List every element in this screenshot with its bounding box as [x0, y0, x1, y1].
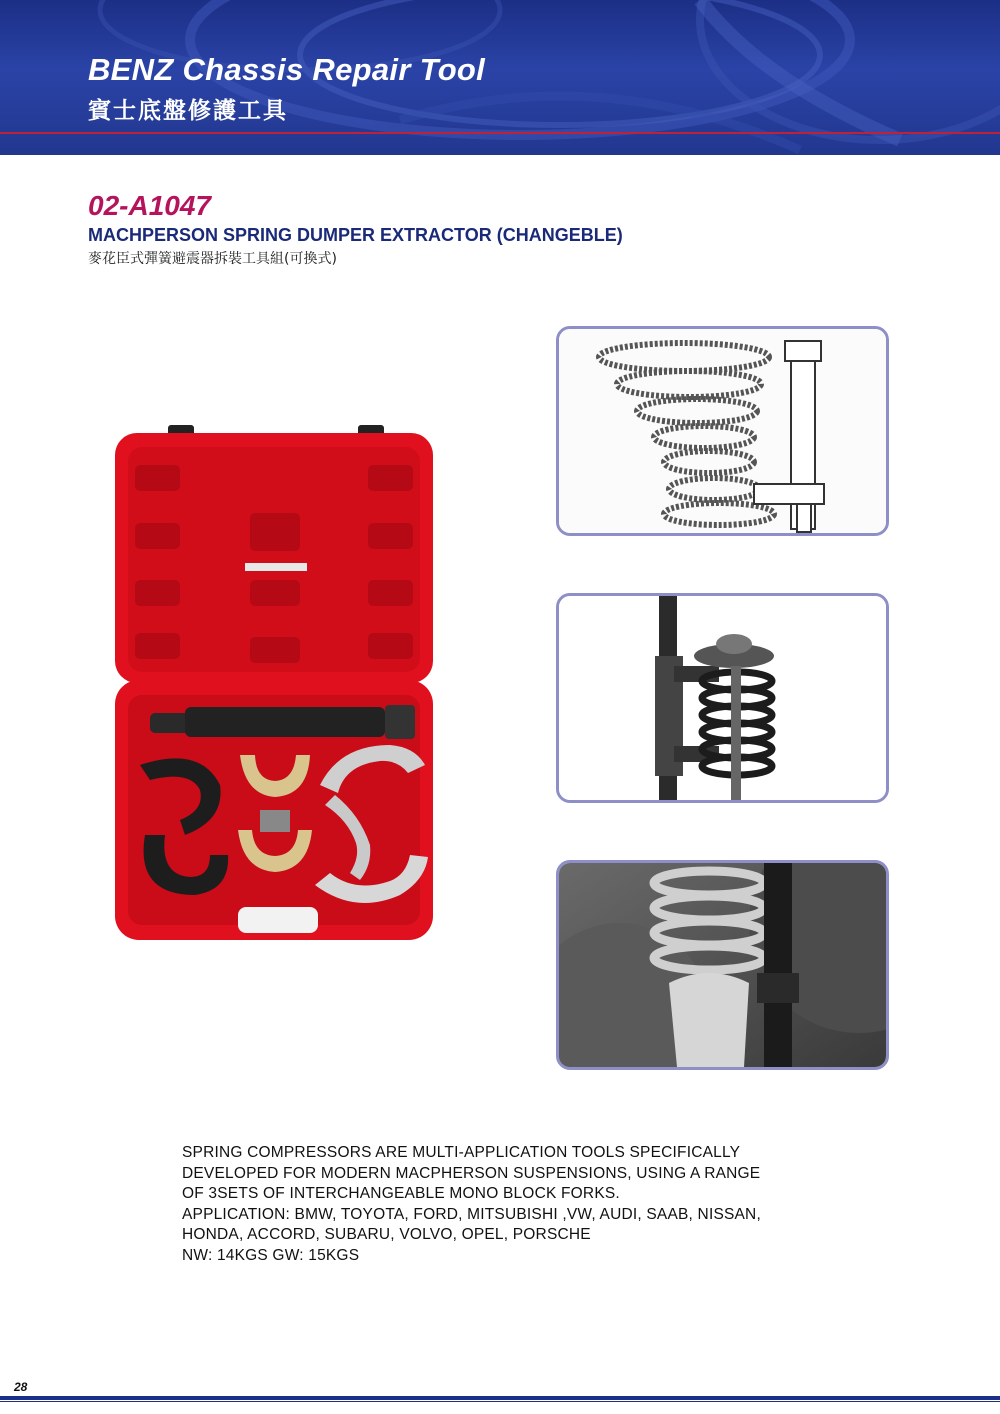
product-case-photo: [110, 425, 440, 945]
footer-divider: [0, 1396, 1000, 1400]
description-line: DEVELOPED FOR MODERN MACPHERSON SUSPENSIONS, USING A RANGE: [182, 1164, 761, 1182]
header-title: BENZ Chassis Repair Tool: [88, 52, 486, 87]
product-name-chinese: 麥花臣式彈簧避震器拆裝工具組(可換式): [88, 251, 337, 267]
usage-sketch: [556, 326, 889, 536]
usage-photo-2: [556, 860, 889, 1070]
product-name: MACHPERSON SPRING DUMPER EXTRACTOR (CHANGEBLE): [88, 225, 623, 245]
product-code: 02-A1047: [88, 190, 211, 221]
product-description: [182, 1143, 882, 1266]
description-line: SPRING COMPRESSORS ARE MULTI-APPLICATION TOOLS SPECIFICALLY: [182, 1144, 741, 1161]
description-line: NW: 14KGS GW: 15KGS: [182, 1246, 360, 1264]
footer-divider-thin: [0, 1401, 1000, 1402]
header-banner: [0, 0, 1000, 155]
usage-photo-1: [556, 593, 889, 803]
header-title-chinese: 賓士底盤修護工具: [88, 98, 288, 124]
banner-divider: [0, 132, 1000, 134]
description-line: OF 3SETS OF INTERCHANGEABLE MONO BLOCK FORKS.: [182, 1185, 620, 1202]
description-line: HONDA, ACCORD, SUBARU, VOLVO, OPEL, PORSCHE: [182, 1226, 591, 1243]
page-number: 28: [14, 1380, 28, 1394]
description-line: APPLICATION: BMW, TOYOTA, FORD, MITSUBISHI ,VW, AUDI, SAAB, NISSAN,: [182, 1205, 761, 1223]
